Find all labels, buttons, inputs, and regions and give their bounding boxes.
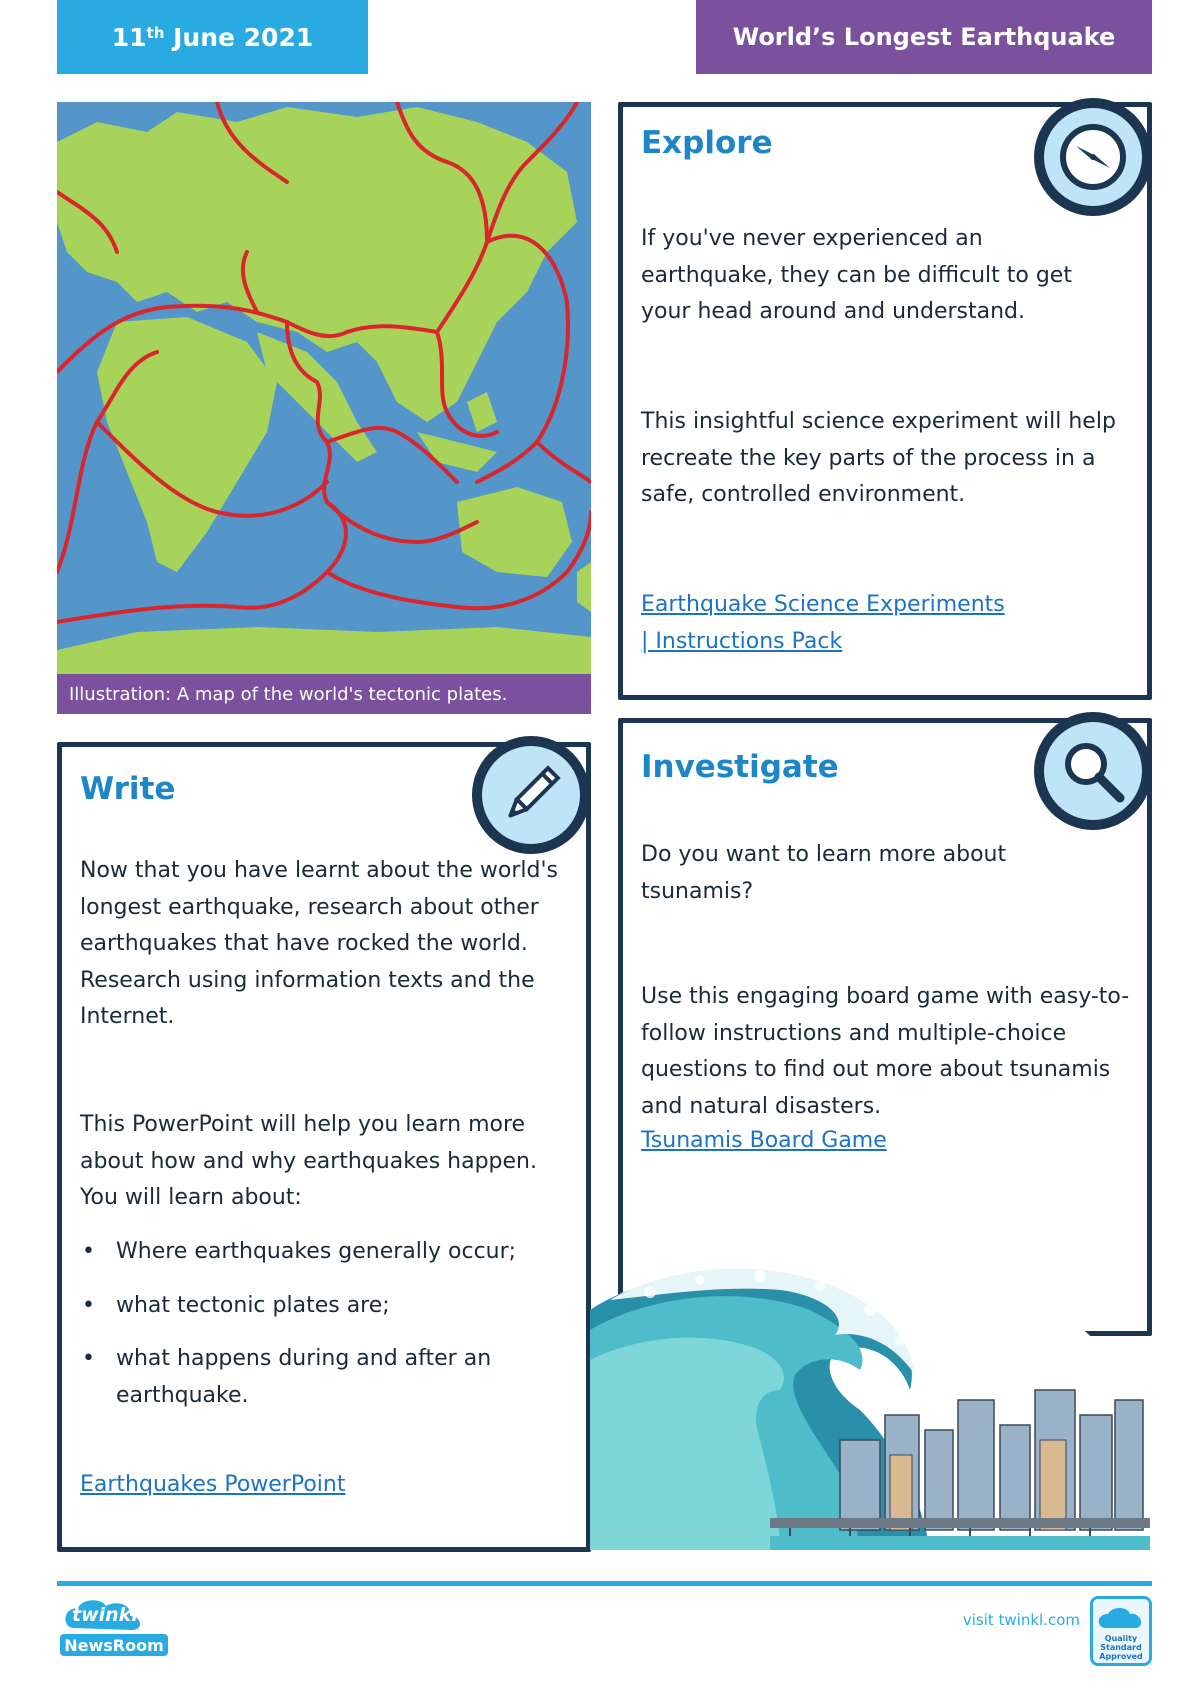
explore-paragraph-2: This insightful science experiment will help recreate the key parts of the process in a safe, controlled environment. (641, 409, 1116, 507)
date-tab (57, 0, 368, 74)
compass-icon (1058, 122, 1128, 192)
write-paragraph-2: This PowerPoint will help you learn more about how and why earthquakes happen. You will learn about: (80, 1112, 537, 1210)
page-title: World’s Longest Earthquake (696, 0, 1152, 74)
compass-badge (1034, 98, 1152, 216)
investigate-link[interactable]: Tsunamis Board Game (641, 1128, 887, 1153)
explore-paragraph-1: If you've never experienced an earthquake, they can be difficult to get your head around and understand. (641, 226, 1072, 324)
pencil-badge (472, 736, 590, 854)
badge-text: Quality Standard Approved (1099, 1634, 1143, 1661)
investigate-heading: Investigate (641, 749, 839, 785)
cloud-icon (1090, 1602, 1152, 1634)
tectonic-plates-map (57, 102, 591, 674)
logo-newsroom-text: NewsRoom (64, 1636, 164, 1655)
write-card (57, 742, 591, 1552)
map-caption: Illustration: A map of the world's tectonic plates. (57, 674, 591, 714)
tsunami-illustration (590, 1240, 1150, 1550)
logo-twinkl-text: twinkl (72, 1604, 138, 1626)
explore-link-line-1: Earthquake Science Experiments (641, 592, 1005, 617)
explore-link-block (641, 587, 1121, 660)
write-bullet-2: • what tectonic plates are; (80, 1288, 540, 1325)
date-day: 11 (111, 22, 147, 52)
magnifier-badge (1034, 712, 1152, 830)
write-link[interactable]: Earthquakes PowerPoint (80, 1472, 346, 1497)
investigate-paragraph-2: Use this engaging board game with easy-to-follow instructions and multiple-choice questions to find out more about tsunamis and natural disasters. (641, 984, 1130, 1119)
explore-heading: Explore (641, 125, 773, 161)
write-bullet-1: • Where earthquakes generally occur; (80, 1234, 540, 1271)
date-suffix: th (146, 24, 165, 42)
investigate-link-block (641, 1123, 1121, 1160)
quality-badge (1090, 1596, 1152, 1666)
write-paragraph-1: Now that you have learnt about the world's longest earthquake, research about other earthquakes that have rocked the world. Research using information texts and the Internet. (80, 858, 558, 1029)
write-link-block (80, 1467, 560, 1504)
write-heading: Write (80, 771, 176, 807)
twinkl-newsroom-logo (58, 1598, 170, 1658)
visit-link[interactable]: visit twinkl.com (962, 1611, 1080, 1629)
write-bullet-list (80, 1234, 540, 1431)
footer-divider (57, 1581, 1152, 1586)
pencil-icon (496, 760, 566, 830)
magnifier-icon (1058, 736, 1128, 806)
investigate-paragraph-1: Do you want to learn more about tsunamis? (641, 842, 1007, 904)
write-bullet-3: • what happens during and after an earthquake. (80, 1341, 540, 1414)
date-rest: June 2021 (164, 22, 314, 52)
explore-link-line-2: | Instructions Pack (641, 628, 843, 654)
explore-link[interactable] (641, 592, 1005, 654)
